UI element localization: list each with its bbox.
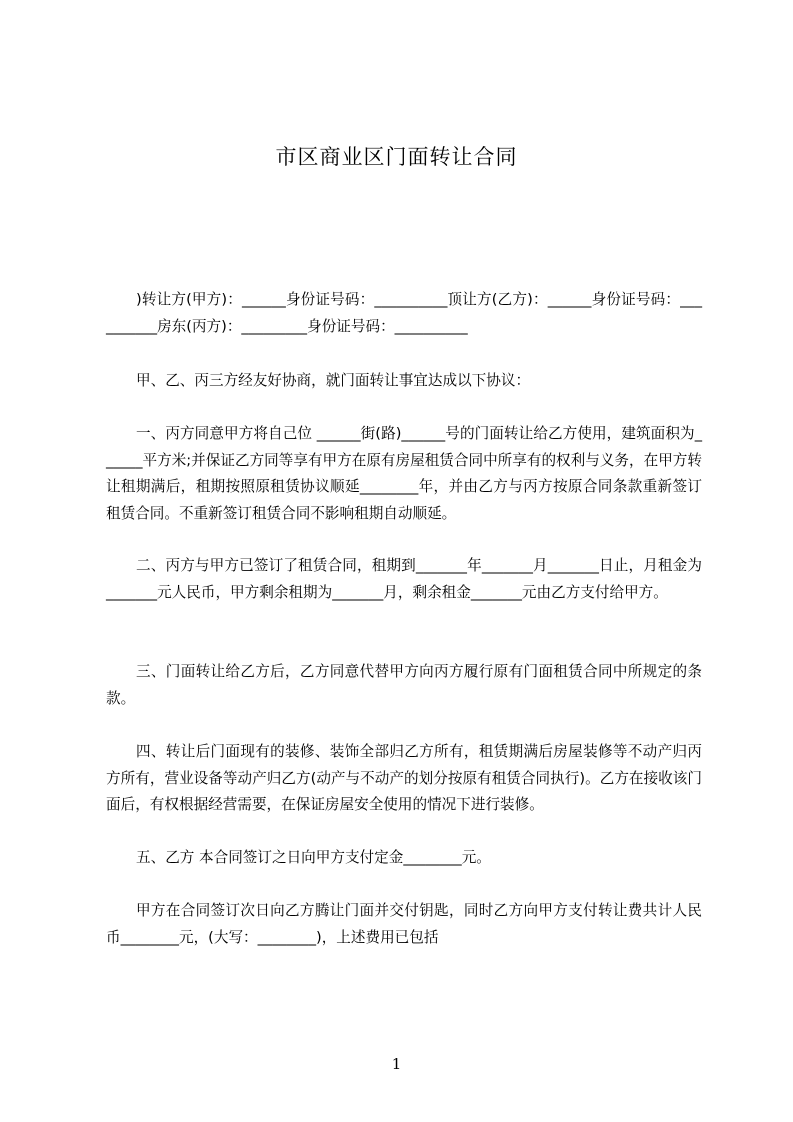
paragraph-clause-2: 二、丙方与甲方已签订了租赁合同，租期到_______年_______月_______日止，月租金为_______元人民币，甲方剩余租期为_______月，剩余租金_______元由乙方支付给甲方。 <box>106 557 702 601</box>
paragraph-clause-4: 四、转让后门面现有的装修、装饰全部归乙方所有，租赁期满后房屋装修等不动产归丙方所有，营业设备等动产归乙方(动产与不动产的划分按原有租赁合同执行)。乙方在接收该门面后，有权根据经营需要，在保证房屋安全使用的情况下进行装修。 <box>106 743 702 813</box>
paragraph-handover: 甲方在合同签订次日向乙方腾让门面并交付钥匙，同时乙方向甲方支付转让费共计人民币________元，(大写：________)，上述费用已包括 <box>106 902 702 946</box>
document-title: 市区商业区门面转让合同 <box>275 145 518 169</box>
paragraph-clause-1: 一、丙方同意甲方将自己位 ______街(路)______号的门面转让给乙方使用，建筑面积为______平方米;并保证乙方同等享有甲方在原有房屋租赁合同中所享有的权利与义务，在甲方转让租期满后，租期按照原租赁协议顺延________年，并由乙方与丙方按原合同条款重新签订租赁合同。不重新签订租赁合同不影响租期自动顺延。 <box>106 425 702 522</box>
paragraph-preamble: 甲、乙、丙三方经友好协商，就门面转让事宜达成以下协议： <box>136 372 531 389</box>
paragraph-clause-3: 三、门面转让给乙方后，乙方同意代替甲方向丙方履行原有门面租赁合同中所规定的条款。 <box>106 663 702 707</box>
page-number: 1 <box>391 1055 402 1073</box>
paragraph-clause-5: 五、乙方 本合同签订之日向甲方支付定金________元。 <box>136 849 491 866</box>
paragraph-parties: )转让方(甲方)：______身份证号码：__________顶让方(乙方)：______身份证号码：__________房东(丙方)：_________身份证号码：__________ <box>106 291 702 335</box>
